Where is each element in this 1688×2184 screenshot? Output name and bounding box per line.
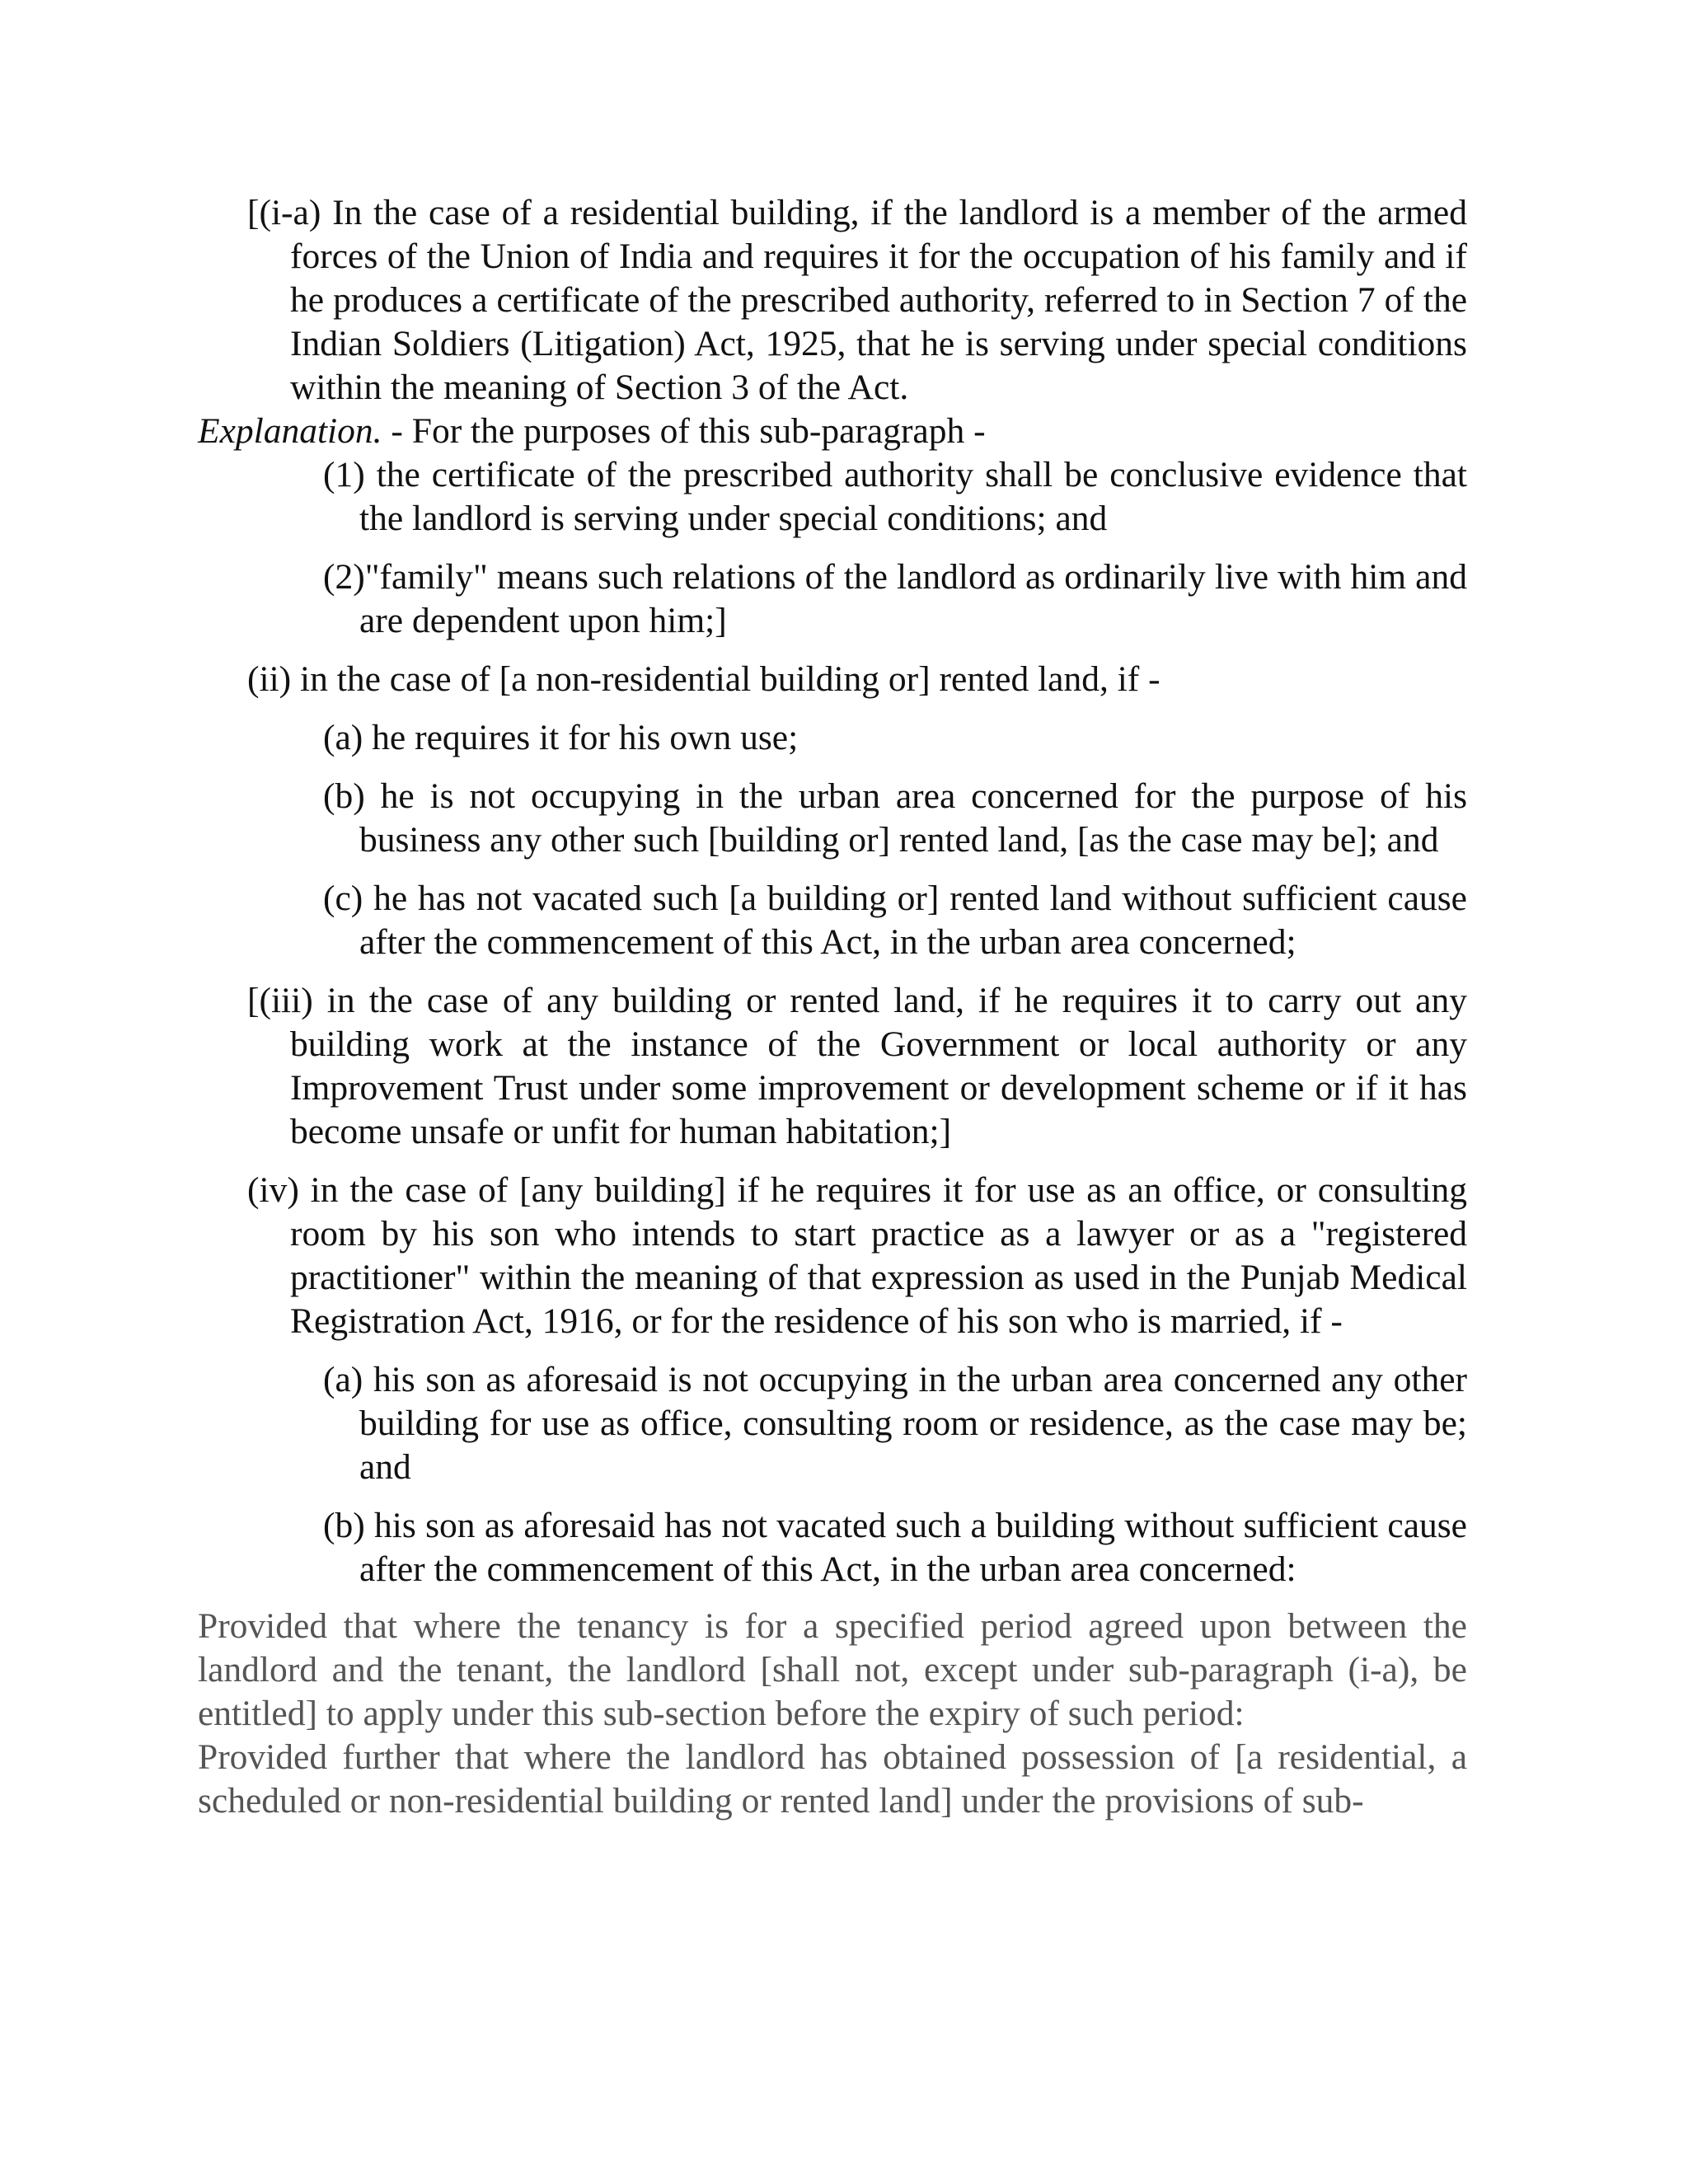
clause-ii-b: (b) he is not occupying in the urban area concerned for the purpose of his business any other such [building or] rented land, [as the case may be]; and — [323, 776, 1467, 860]
clause-iv-b: (b) his son as aforesaid has not vacated such a building without sufficient cause after the commencement of this Act, in the urban area concerned: — [323, 1506, 1467, 1589]
clause-iv-a: (a) his son as aforesaid is not occupying in the urban area concerned any other building for use as office, consulting room or residence, as the case may be; and — [323, 1360, 1467, 1487]
explanation-label: Explanation. — [198, 411, 382, 451]
explanation-heading — [198, 410, 1467, 453]
proviso-1: Provided that where the tenancy is for a specified period agreed upon between the landlord and the tenant, the landlord [shall not, except under sub-paragraph (i-a), be entitled] to apply under this sub-section before the expiry of such period: — [198, 1606, 1467, 1733]
clause-ii-a: (a) he requires it for his own use; — [323, 718, 799, 757]
clause-iii: [(iii) in the case of any building or rented land, if he requires it to carry out any building work at the instance of the Government or local authority or any Improvement Trust under some improvement or development scheme or if it has become unsafe or unfit for human habitation;] — [247, 981, 1467, 1151]
clause-i-a: [(i-a) In the case of a residential building, if the landlord is a member of the armed forces of the Union of India and requires it for the occupation of his family and if he produces a certificate of the prescribed authority, referred to in Section 7 of the Indian Soldiers (Litigation) Act, 1925, that he is serving under special conditions within the meaning of Section 3 of the Act. — [247, 193, 1467, 407]
explanation-item-2: (2)"family" means such relations of the landlord as ordinarily live with him and are dependent upon him;] — [323, 557, 1467, 640]
clause-ii-c: (c) he has not vacated such [a building or] rented land without sufficient cause after the commencement of this Act, in the urban area concerned; — [323, 879, 1467, 962]
clause-iv: (iv) in the case of [any building] if he requires it for use as an office, or consulting room by his son who intends to start practice as a lawyer or as a "registered practitioner" within the meaning of that expression as used in the Punjab Medical Registration Act, 1916, or for the residence of his son who is married, if - — [247, 1170, 1467, 1341]
proviso-2: Provided further that where the landlord has obtained possession of [a residential, a scheduled or non-residential building or rented land] under the provisions of sub- — [198, 1737, 1467, 1821]
clause-ii: (ii) in the case of [a non-residential building or] rented land, if - — [247, 659, 1160, 699]
explanation-item-1: (1) the certificate of the prescribed authority shall be conclusive evidence that the landlord is serving under special conditions; and — [323, 455, 1467, 538]
document-page — [198, 191, 1467, 1823]
explanation-text: - For the purposes of this sub-paragraph - — [382, 411, 986, 451]
